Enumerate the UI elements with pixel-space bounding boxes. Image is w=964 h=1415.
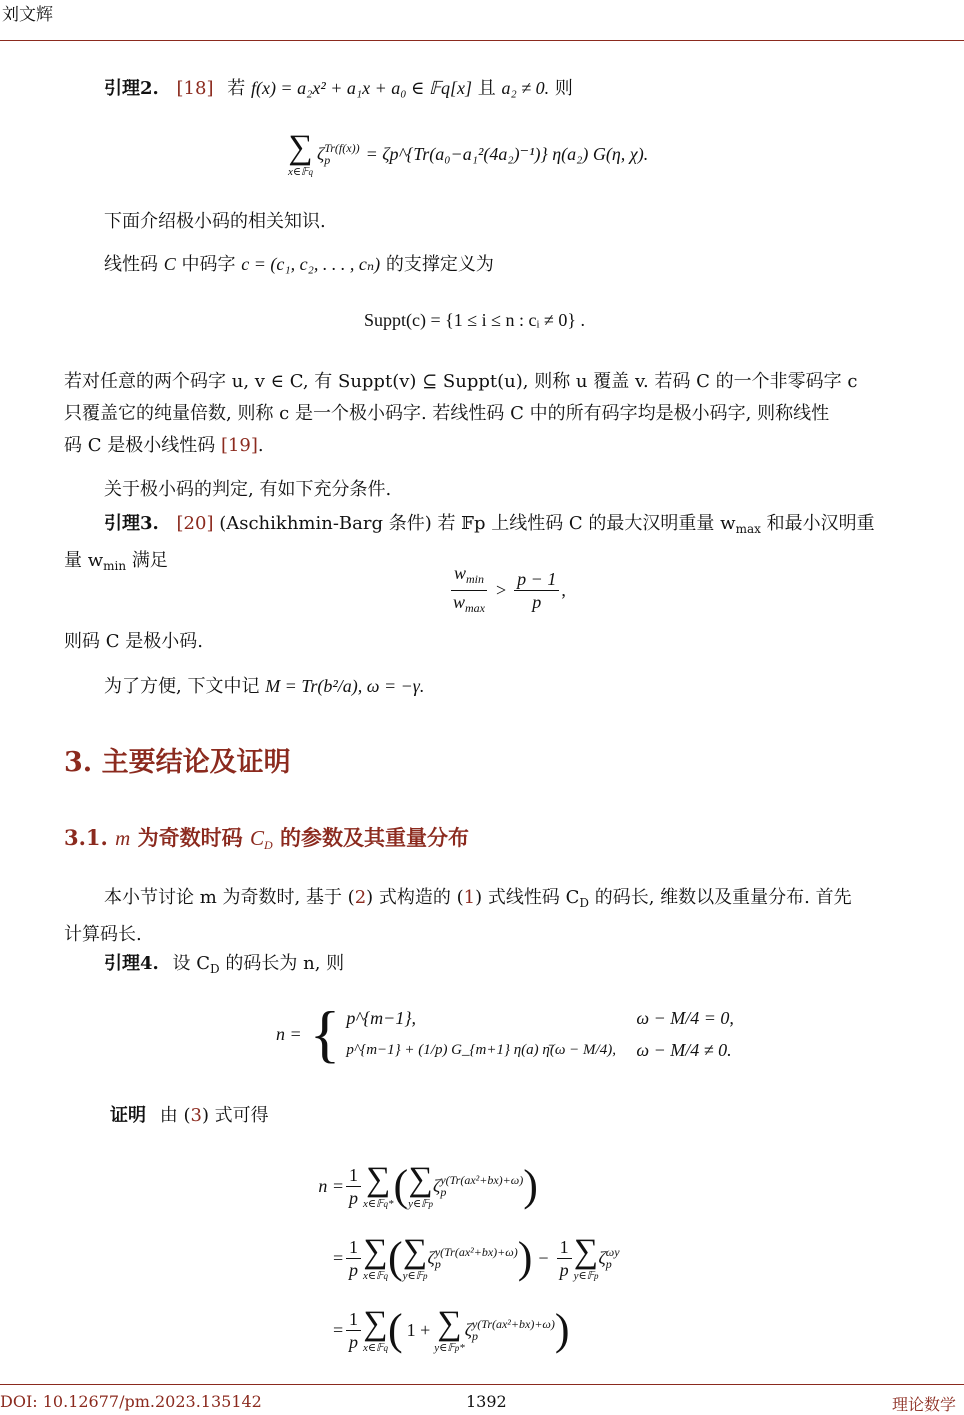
case-1-condition: ω − M/4 = 0, — [636, 1007, 734, 1028]
comma: , — [561, 580, 566, 600]
subsection-m: m — [115, 826, 131, 850]
period: . — [257, 435, 264, 456]
code-length-cases: n = { p^{m−1}, ω − M/4 = 0, p^{m−1} + (1/p) G_{m+1} η(a) η̄(ω − M/4), ω − M/4 ≠ 0. — [276, 998, 734, 1069]
derivation-line-2: = $\frac{1}{p}$ ∑ x∈𝔽q ( ∑ y∈𝔽p $\zeta_p^{y(Tr(ax^2+bx)+\omega)}$ ) − $\frac{1}{p}$ ∑ y∈𝔽p $\zeta_p^{\omega y}$ — [331, 1232, 620, 1282]
proof-text-b: ) 式可得 — [201, 1105, 269, 1126]
lemma-4-sub: D — [210, 962, 220, 976]
p-ratio — [514, 568, 559, 613]
lemma-3-line-2: 量 w — [64, 550, 104, 571]
support-definition — [104, 248, 954, 281]
case-1-value: p^{m−1}, — [346, 1007, 417, 1028]
lemma-3-line-1-end: 和最小汉明重 — [760, 513, 875, 534]
cd-sub: D — [263, 838, 273, 852]
running-header-author: 刘文辉 — [2, 5, 53, 25]
lemma-4-label: 引理4. — [104, 953, 159, 974]
wmin-sub: min — [103, 559, 127, 573]
frac2-den: p — [532, 592, 542, 612]
proof-label: 证明 — [110, 1105, 146, 1126]
lemma-2-label: 引理2. — [104, 78, 159, 99]
aschikhmin-barg-inequality — [448, 562, 566, 619]
frac1-den: w — [453, 592, 466, 612]
codeword: c = (c₁, c₂, . . . , cₙ) — [241, 254, 381, 274]
minimal-def-line-1: 若对任意的两个码字 u, v ∈ C, 有 Suppt(v) ⊆ Suppt(u), 则称 u 覆盖 v. 若码 C 的一个非零码字 c — [64, 371, 858, 392]
minimal-def-line-3-text: 码 C 是极小线性码 — [64, 435, 216, 456]
lemma-4-statement — [104, 948, 344, 985]
weight-ratio — [450, 562, 488, 619]
proof-text-a: 由 ( — [159, 1105, 191, 1126]
support-text-1: 线性码 — [104, 254, 158, 275]
minimal-code-definition — [64, 366, 964, 462]
cd-letter: C — [249, 826, 264, 850]
lemma-4-text: 设 C — [172, 953, 211, 974]
frac1-num: w — [454, 563, 467, 583]
frac2-num: p − 1 — [514, 568, 559, 591]
proof-derivation — [300, 1150, 780, 1366]
minimal-def-line-2: 只覆盖它的纯量倍数, 则称 c 是一个极小码字. 若线性码 C 中的所有码字均是极小码字, 则称线性 — [64, 403, 830, 424]
frac1-den-sub: max — [465, 601, 486, 615]
footer-doi[interactable]: DOI: 10.12677/pm.2023.135142 — [0, 1392, 262, 1411]
lemma-4-text-end: 的码长为 n, 则 — [219, 953, 345, 974]
lemma-3-label: 引理3. — [104, 513, 159, 534]
lemma-3-line-1: (Aschikhmin-Barg 条件) 若 𝔽p 上线性码 C 的最大汉明重量 w — [219, 513, 736, 534]
lemma-2-statement — [104, 72, 954, 105]
lemma-3-line-2-end: 满足 — [126, 550, 168, 571]
support-formula: Suppt(c) = {1 ≤ i ≤ n : cᵢ ≠ 0} . — [364, 310, 585, 330]
lemma-2-polynomial: f(x) = a₂x² + a₁x + a₀ ∈ 𝔽q[x] — [250, 78, 472, 98]
footer-journal: 理论数学 — [892, 1395, 957, 1414]
sum-symbol: ∑ x∈𝔽q — [288, 128, 313, 178]
support-text-2: 中码字 — [181, 254, 236, 275]
lemma-2-and: 且 — [477, 78, 496, 99]
case-2-value: p^{m−1} + (1/p) G_{m+1} η(a) η̄(ω − M/4), — [346, 1041, 616, 1058]
lemma-2-formula: ∑ x∈𝔽q $\zeta_p^{Tr(f(x))}$ = ζp^{Tr(a₀−a₁²(4a₂)⁻¹)} η(a₂) G(η, χ). — [288, 128, 649, 178]
subsection-number: 3.1. — [64, 825, 108, 850]
equation-ref-2[interactable]: 2 — [354, 887, 367, 908]
notation-formula: M = Tr(b²/a), ω = −γ. — [265, 676, 425, 696]
criterion-intro: 关于极小码的判定, 有如下充分条件. — [104, 479, 392, 500]
support-text-3: 的支撑定义为 — [385, 254, 494, 275]
subsection-cd — [250, 826, 273, 850]
section-3-1-paragraph — [64, 882, 964, 951]
lemma-2-text: 若 — [227, 78, 246, 99]
derivation-line-3: = $\frac{1}{p}$ ∑ x∈𝔽q ( 1 + ∑ y∈𝔽p* $\zeta_p^{y(Tr(ax^2+bx)+\omega)}$ ) — [331, 1304, 570, 1354]
cd-sub-para: D — [579, 896, 589, 910]
intro-minimal-codes: 下面介绍极小码的相关知识. — [104, 211, 326, 232]
lemma-2-condition: a₂ ≠ 0. — [501, 78, 550, 98]
notation-text: 为了方便, 下文中记 — [104, 676, 260, 697]
para-text-a: 本小节讨论 m 为奇数时, 基于 ( — [104, 887, 355, 908]
lemma-2-citation[interactable]: [18] — [176, 78, 214, 99]
code-symbol: C — [163, 254, 176, 274]
section-3-heading: 3. 主要结论及证明 — [64, 747, 291, 778]
subsection-title-end: 的参数及其重量分布 — [279, 825, 469, 850]
equation-ref-3[interactable]: 3 — [190, 1105, 202, 1126]
case-2-condition: ω − M/4 ≠ 0. — [636, 1039, 732, 1060]
notation — [104, 670, 424, 703]
subsection-3-1-heading — [64, 822, 469, 853]
greater-than: > — [496, 580, 507, 600]
footer-divider — [0, 1384, 964, 1385]
derivation-line-1: n = $\frac{1}{p}$ ∑ x∈𝔽q* ( ∑ y∈𝔽p $\zeta_p^{y(Tr(ax^2+bx)+\omega)}$ ) — [318, 1160, 538, 1210]
header-divider — [0, 40, 964, 41]
lemma-3-citation[interactable]: [20] — [176, 513, 214, 534]
subsection-title-mid: 为奇数时码 — [137, 825, 243, 850]
lemma-2-formula-rhs: = ζp^{Tr(a₀−a₁²(4a₂)⁻¹)} η(a₂) G(η, χ). — [365, 143, 649, 164]
frac1-num-sub: min — [466, 572, 485, 586]
wmax-sub: max — [735, 522, 761, 536]
para-text-b: ) 式构造的 ( — [366, 887, 464, 908]
para-text-d: 的码长, 维数以及重量分布. 首先 — [588, 887, 852, 908]
citation-19[interactable]: [19] — [220, 435, 258, 456]
lemma-2-then: 则 — [554, 78, 573, 99]
para-line-2: 计算码长. — [64, 924, 142, 945]
footer-page-number: 1392 — [466, 1392, 507, 1411]
lemma-3-conclusion: 则码 C 是极小码. — [64, 631, 203, 652]
para-text-c: ) 式线性码 C — [475, 887, 580, 908]
proof-intro — [110, 1100, 269, 1132]
minimal-def-line-3 — [64, 430, 964, 462]
equation-ref-1[interactable]: 1 — [463, 887, 476, 908]
